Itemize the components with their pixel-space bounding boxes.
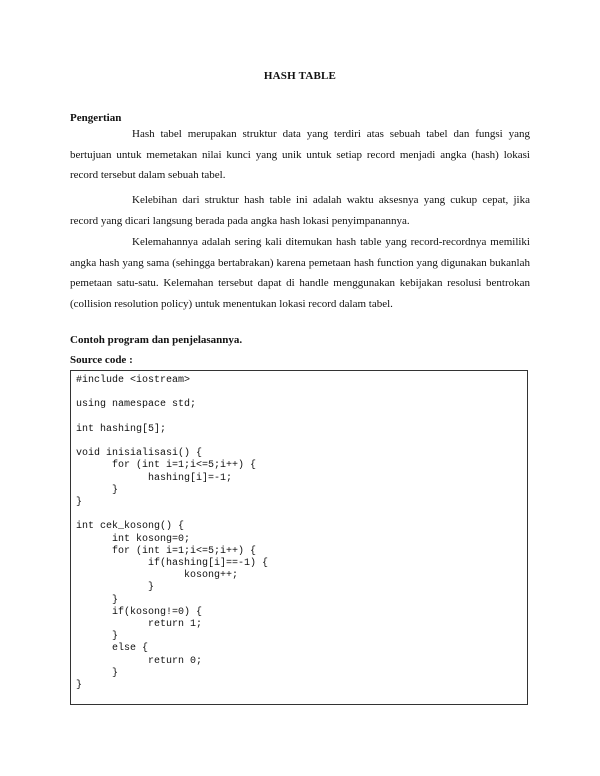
paragraph-definition: Hash tabel merupakan struktur data yang terdiri atas sebuah tabel dan fungsi yang bertujuan untuk memetakan nilai kunci yang unik untuk setiap record menjadi angka (hash) lokasi record tersebut dalam sebuah tabel. <box>70 128 530 181</box>
code-box <box>70 370 528 705</box>
section-heading-example: Contoh program dan penjelasannya. <box>70 334 243 346</box>
paragraph-weaknesses: Kelemahannya adalah sering kali ditemukan hash table yang record-recordnya memiliki angka hash yang sama (sehingga bertabrakan) karena pemetaan hash function yang digunakan bukanlah pemetaan satu-satu. Kelemahan tersebut dapat di handle menggunakan kebijakan resolusi bentrokan (collision resolution policy) untuk menentukan lokasi record dalam tabel. <box>70 236 530 310</box>
section-heading-pengertian: Pengertian <box>70 112 122 124</box>
document-title: HASH TABLE <box>263 70 337 82</box>
code-block: #include <iostream> using namespace std; int hashing[5]; void inisialisasi() { for (int i=1;i<=5;i++) { hashing[i]=-1; } } int cek_kosong() { int kosong=0; for (int i=1;i<=5;i++) { if(hashing[i]==-1) { kosong++; } } if(kosong!=0) { return 1; } else { return 0; } } <box>76 375 269 692</box>
source-code-label: Source code : <box>70 354 133 366</box>
paragraph-advantages: Kelebihan dari struktur hash table ini adalah waktu aksesnya yang cukup cepat, jika record yang dicari langsung berada pada angka hash lokasi penyimpanannya. <box>70 194 530 227</box>
